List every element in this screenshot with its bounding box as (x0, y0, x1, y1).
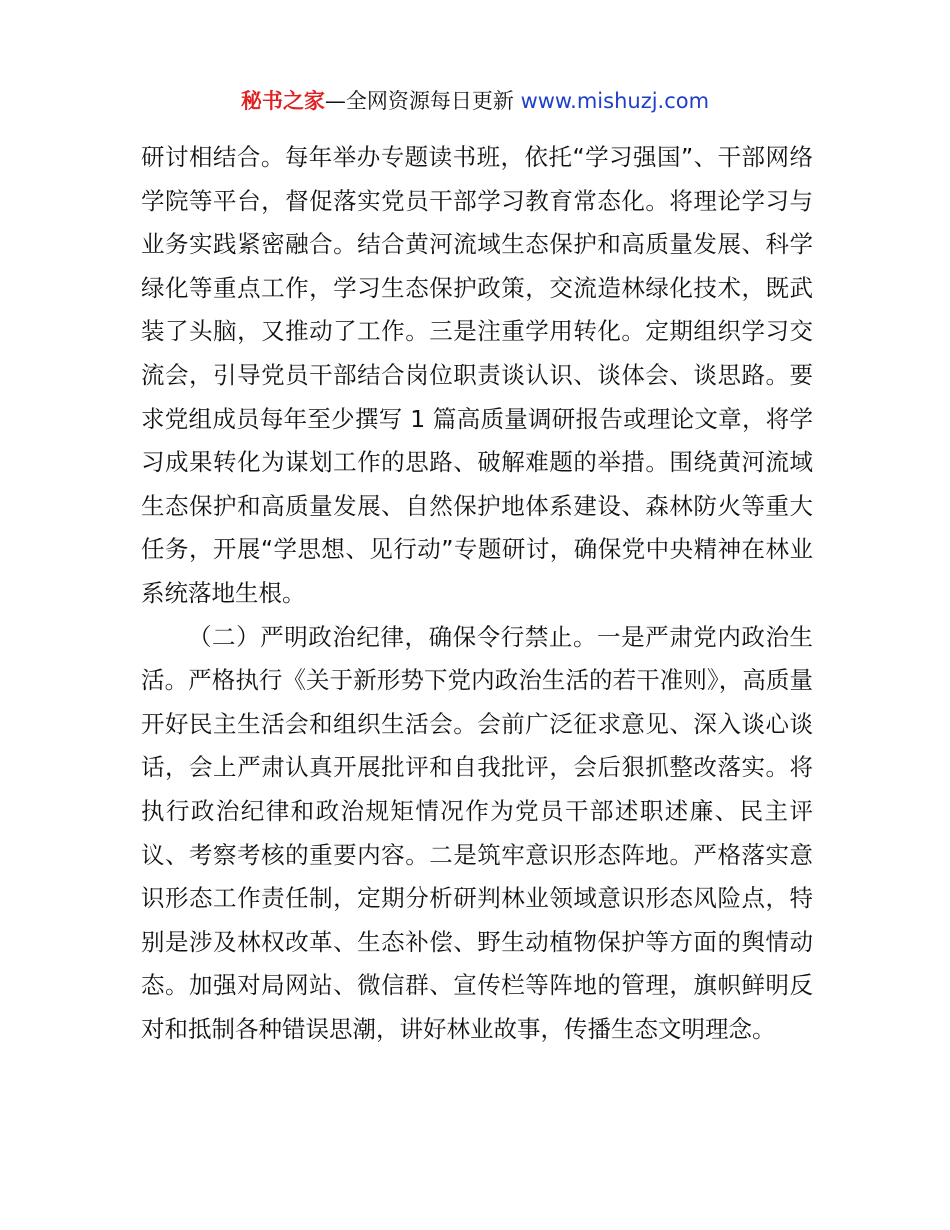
site-header (0, 86, 950, 116)
site-tagline: —全网资源每日更新 (324, 89, 514, 113)
paragraph-continued: 研讨相结合。每年举办专题读书班，依托“学习强国”、干部网络学院等平台，督促落实党员干部学习教育常态化。将理论学习与业务实践紧密融合。结合黄河流域生态保护和高质量发展、科学绿化等重点工作，学习生态保护政策，交流造林绿化技术，既武装了头脑，又推动了工作。三是注重学用转化。定期组织学习交流会，引导党员干部结合岗位职责谈认识、谈体会、谈思路。要求党组成员每年至少撰写 1 篇高质量调研报告或理论文章，将学习成果转化为谋划工作的思路、破解难题的举措。围绕黄河流域生态保护和高质量发展、自然保护地体系建设、森林防火等重大任务，开展“学思想、见行动”专题研讨，确保党中央精神在林业系统落地生根。 (141, 143, 813, 607)
site-url-link[interactable]: www.mishuzj.com (520, 89, 710, 113)
site-brand: 秘书之家 (240, 89, 325, 113)
paragraph-political-discipline: （二）严明政治纪律，确保令行禁止。一是严肃党内政治生活。严格执行《关于新形势下党内政治生活的若干准则》，高质量开好民主生活会和组织生活会。会前广泛征求意见、深入谈心谈话，会上严肃认真开展批评和自我批评，会后狠抓整改落实。将执行政治纪律和政治规矩情况作为党员干部述职述廉、民主评议、考察考核的重要内容。二是筑牢意识形态阵地。严格落实意识形态工作责任制，定期分析研判林业领域意识形态风险点，特别是涉及林权改革、生态补偿、野生动植物保护等方面的舆情动态。加强对局网站、微信群、宣传栏等阵地的管理，旗帜鲜明反对和抵制各种错误思潮，讲好林业故事，传播生态文明理念。 (141, 622, 813, 1043)
document-body (141, 136, 813, 1051)
